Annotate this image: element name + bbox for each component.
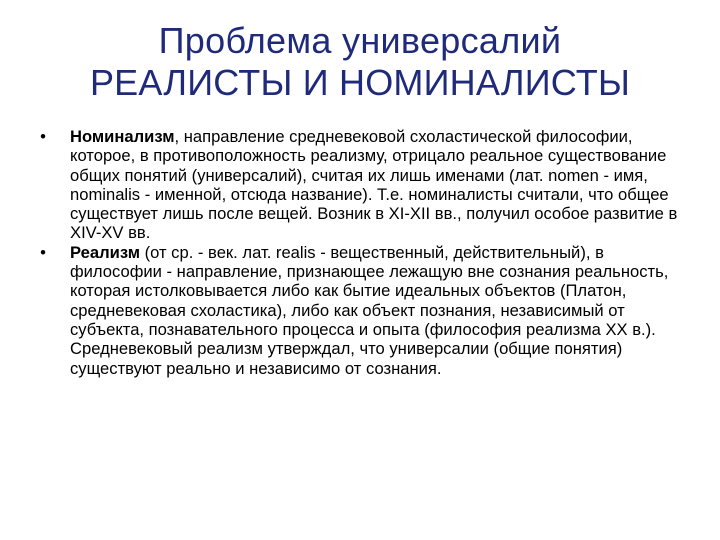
- bullet-marker: •: [40, 242, 46, 262]
- definition-realism: (от ср. - век. лат. realis - вещественный, действительный), в философии - направление, признающее лежащую вне сознания реальность, которая истолковывается либо как бытие идеальных объектов (Платон, средневековая схоластика), либо как объект познания, независимый от субъекта, познавательного процесса и опыта (философия реализма XX в.). Средневековый реализм утверждал, что универсалии (общие понятия) существуют реально и независимо от сознания.: [70, 242, 669, 378]
- title-line-1: Проблема универсалий: [158, 20, 562, 61]
- bullet-realism: [36, 243, 686, 378]
- bullet-marker: •: [40, 127, 46, 146]
- bullet-list: [36, 127, 686, 378]
- term-realism: Реализм: [70, 242, 140, 262]
- term-nominalism: Номинализм: [70, 127, 175, 146]
- definition-nominalism: , направление средневековой схоластической философии, которое, в противоположность реализму, отрицало реальное существование общих понятий (универсалий), считая их лишь именами (лат. nomen - имя, nominalis - именной, отсюда название). Т.е. номиналисты считали, что общее существует лишь после вещей. Возник в XI-XII вв., получил особое развитие в XIV-XV вв.: [70, 127, 678, 243]
- title-line-2: РЕАЛИСТЫ И НОМИНАЛИСТЫ: [89, 62, 631, 103]
- bullet-nominalism: [36, 127, 686, 243]
- slide-title: [0, 20, 720, 104]
